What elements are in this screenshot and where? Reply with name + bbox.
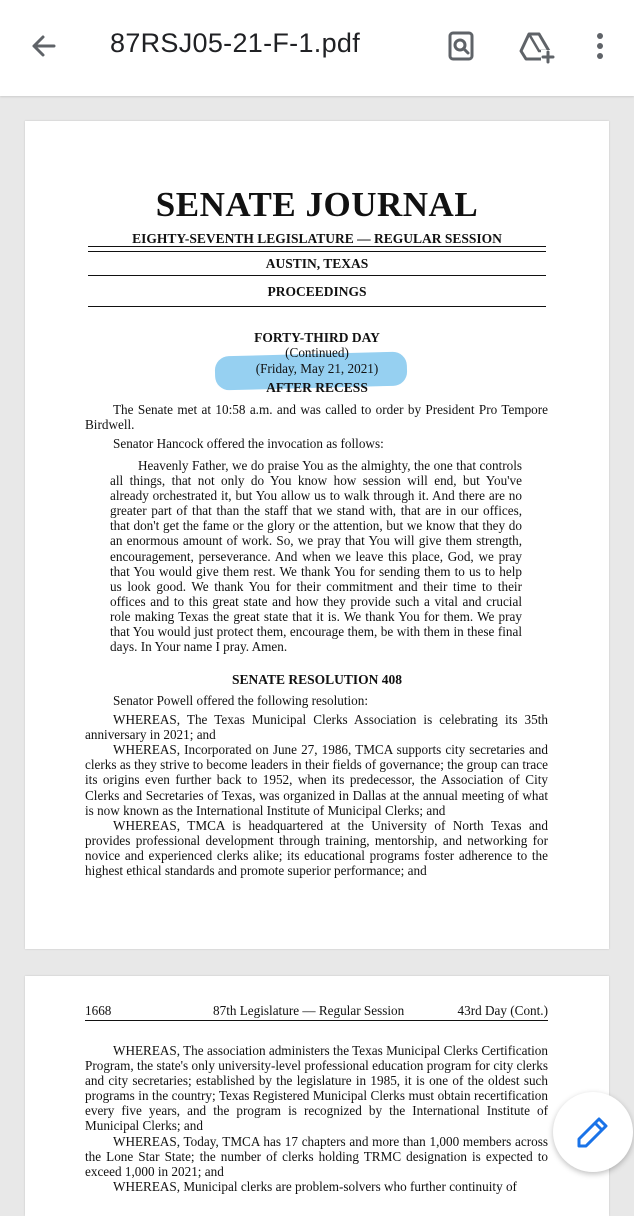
paragraph: WHEREAS, Municipal clerks are problem-solvers who further continuity of (113, 1178, 517, 1194)
resolution-body (85, 693, 548, 878)
arrow-back-icon[interactable] (24, 26, 64, 66)
journal-title: SENATE JOURNAL (155, 185, 479, 224)
paragraph: The Senate met at 10:58 a.m. and was called to order by President Pro Tempore Birdwell. (85, 402, 548, 433)
paragraph: WHEREAS, The Texas Municipal Clerks Association is celebrating its 35th anniversary in 2021; and (85, 712, 548, 743)
app-bar (0, 0, 634, 96)
divider (88, 251, 546, 252)
search-document-icon[interactable] (441, 26, 481, 66)
pdf-page-2[interactable] (25, 976, 609, 1216)
date-label: (Friday, May 21, 2021) (255, 361, 379, 376)
divider (88, 306, 546, 307)
resolution-body-continued (85, 1043, 548, 1194)
paragraph: Senator Powell offered the following resolution: (113, 693, 369, 708)
paragraph: WHEREAS, Incorporated on June 27, 1986, TMCA supports city secretaries and clerks as they strive to become leaders in their fields of governance; the group can trace its origins even further back to 1952, when its predecessor, the Association of City Clerks and Secretaries of Texas, was organized in Dallas at the annual meeting of what is now known as the International Institute of Municipal Clerks; and (85, 742, 548, 818)
divider (85, 1020, 548, 1021)
day-heading: FORTY-THIRD DAY (254, 330, 380, 345)
legislature-heading: EIGHTY-SEVENTH LEGISLATURE — REGULAR SESSION (132, 231, 502, 246)
more-vert-icon[interactable] (580, 26, 620, 66)
opening-paragraphs (85, 402, 548, 451)
resolution-heading: SENATE RESOLUTION 408 (231, 672, 403, 687)
recess-heading: AFTER RECESS (266, 380, 368, 395)
continued-label: (Continued) (285, 345, 349, 360)
edit-button[interactable] (553, 1092, 633, 1172)
invocation-prayer (110, 458, 522, 654)
document-title: 87RSJ05-21-F-1.pdf (110, 28, 361, 58)
paragraph: WHEREAS, The association administers the Texas Municipal Clerks Certification Program, the state's only university-level professional education program for city clerks and city secretaries; established by the legislature in 1985, it is one of the oldest such programs in the country; Texas Registered Municipal Clerks must obtain recertification every five years, and the program is recognized by the International Institute of Municipal Clerks; and (85, 1043, 548, 1134)
edit-pencil-icon (553, 1092, 633, 1172)
prayer-text: Heavenly Father, we do praise You as the almighty, the one that controls all things, that not only do You know how session will end, but You've already orchestrated it, but You allow us to walk through it. And there are no greater part of that than the staff that we stand with, that are in our offices, that don't get the fame or the glory or the attention, but we know that they do an enormous amount of work. So, we pray that You will give them strength, encouragement, perseverance. And when we leave this place, God, we pray that You would give them rest. We thank You for sending them to us to help us look good. We thank You for their commitment and their time to their offices and to this great state and how they provide such a vital and crucial role making Texas the great state that it is. We thank You for them. We pray that You would just protect them, encourage them, be with them in these final days. In Your name I pray. Amen. (110, 458, 522, 655)
page-number: 1668 (85, 1003, 112, 1018)
section-heading: PROCEEDINGS (267, 284, 367, 299)
paragraph: WHEREAS, TMCA is headquartered at the University of North Texas and provides professional development through training, mentorship, and networking for novice and experienced clerks alike; its educational programs foster adherence to the highest ethical standards and promote superior performance; and (85, 817, 548, 879)
paragraph: WHEREAS, Today, TMCA has 17 chapters and more than 1,000 members across the Lone Star State; the number of clerks holding TRMC designation is expected to exceed 1,000 in 2021; and (85, 1133, 548, 1179)
add-to-drive-icon[interactable] (515, 26, 555, 66)
divider (88, 275, 546, 276)
running-day: 43rd Day (Cont.) (457, 1003, 548, 1018)
pdf-page-1[interactable] (25, 121, 609, 949)
paragraph: Senator Hancock offered the invocation as follows: (113, 436, 384, 452)
city-heading: AUSTIN, TEXAS (265, 256, 369, 271)
running-title: 87th Legislature — Regular Session (213, 1003, 405, 1018)
